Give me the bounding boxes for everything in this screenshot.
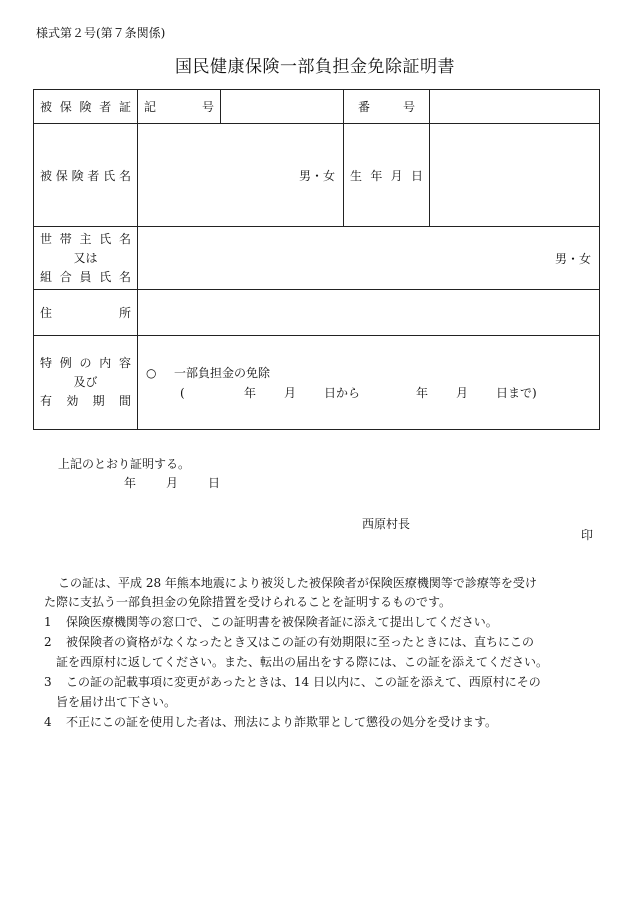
label-char: 有 <box>40 394 53 408</box>
special-case-label-line2: 及び <box>73 375 98 389</box>
row-special-case <box>34 336 600 430</box>
label-char: 月 <box>390 168 403 183</box>
householder-value-cell[interactable] <box>138 227 600 290</box>
label-char: 所 <box>118 306 131 320</box>
until-day-label: 日まで) <box>496 385 537 400</box>
row-address <box>34 290 600 336</box>
householder-label-line1 <box>40 230 131 249</box>
seal-mark: 印 <box>581 528 594 542</box>
note-4-number: 4 <box>44 715 52 729</box>
from-month-label: 月 <box>284 385 297 400</box>
label-char: 被 <box>40 100 53 114</box>
label-char: 名 <box>118 269 131 284</box>
label-char: 保 <box>59 100 72 114</box>
mayor-title: 西原村長 <box>362 517 411 531</box>
until-month-label: 月 <box>456 385 469 400</box>
insured-name-value-cell[interactable] <box>138 124 344 227</box>
label-char: 効 <box>66 394 79 408</box>
householder-label-line2: 又は <box>73 250 98 265</box>
label-char: 保 <box>55 168 68 183</box>
special-case-label-line1 <box>40 354 131 373</box>
note-3-text-line1: この証の記載事項に変更があったときは、14 日以内に、この証を添えて、西原村にその <box>66 675 541 689</box>
symbol-value-cell[interactable] <box>221 90 344 124</box>
householder-label-cell <box>34 227 138 290</box>
symbol-label-cell <box>138 90 221 124</box>
note-2-text-line2: 証を西原村に返してください。また、転出の届出をする際には、この証を添えてください。 <box>56 655 549 669</box>
label-char: 主 <box>79 231 92 246</box>
certificate-form-table <box>33 89 600 430</box>
label-char: 日 <box>410 168 423 183</box>
exemption-content: 一部負担金の免除 <box>174 365 271 380</box>
note-2 <box>44 633 534 652</box>
label-char: 被 <box>40 168 53 183</box>
until-year-label: 年 <box>416 385 429 400</box>
label-char: 記 <box>144 100 157 114</box>
insured-card-label-cell <box>34 90 138 124</box>
label-char: 特 <box>40 356 53 370</box>
label-char: 者 <box>99 100 112 114</box>
note-1-number: 1 <box>44 615 52 629</box>
cert-date-day: 日 <box>208 476 221 490</box>
birthdate-value-cell[interactable] <box>430 124 600 227</box>
row-insured-name <box>34 124 600 227</box>
label-char: 番 <box>358 100 371 114</box>
label-char: 組 <box>40 269 53 284</box>
label-char: 帯 <box>59 231 72 246</box>
document-title: 国民健康保険一部負担金免除証明書 <box>175 57 455 77</box>
householder-gender-options[interactable]: 男・女 <box>554 251 591 266</box>
label-char: 氏 <box>103 168 116 183</box>
note-2-number: 2 <box>44 635 52 649</box>
note-3-text-line2: 旨を届け出て下さい。 <box>56 695 177 709</box>
label-char: 者 <box>87 168 100 183</box>
label-char: 険 <box>71 168 84 183</box>
notes-intro-line2: た際に支払う一部負担金の免除措置を受けられることを証明するものです。 <box>44 595 452 609</box>
note-1 <box>44 613 498 632</box>
notes-intro-line1: この証は、平成 28 年熊本地震により被災した被保険者が保険医療機関等で診療等を受け <box>58 576 537 590</box>
birthdate-label-cell <box>344 124 430 227</box>
period-open-paren: ( <box>180 385 185 400</box>
householder-label-line3 <box>40 268 131 287</box>
label-char: 容 <box>118 356 131 370</box>
insured-gender-options[interactable]: 男・女 <box>298 168 335 183</box>
birthdate-label <box>344 167 429 184</box>
number-value-cell[interactable] <box>430 90 600 124</box>
special-case-value-cell <box>138 336 600 430</box>
from-year-label: 年 <box>244 385 257 400</box>
label-char: 生 <box>350 168 363 183</box>
form-code: 様式第２号(第７条関係) <box>36 26 166 40</box>
insured-name-label-cell <box>34 124 138 227</box>
number-label-cell <box>344 90 430 124</box>
number-label <box>344 98 429 115</box>
special-case-label-line3 <box>40 392 131 411</box>
special-case-label-cell <box>34 336 138 430</box>
cert-date-month: 月 <box>166 476 179 490</box>
label-char: 名 <box>118 168 131 183</box>
insured-card-label <box>34 98 137 115</box>
label-char: 証 <box>118 100 131 114</box>
note-1-text: 保険医療機関等の窓口で、この証明書を被保険者証に添えて提出してください。 <box>66 615 498 629</box>
note-4-text: 不正にこの証を使用した者は、刑法により詐欺罪として懲役の処分を受けます。 <box>66 715 498 729</box>
row-insured-card <box>34 90 600 124</box>
note-4 <box>44 713 497 732</box>
symbol-label <box>138 98 220 115</box>
row-householder <box>34 227 600 290</box>
note-3 <box>44 673 541 692</box>
insured-name-label <box>34 167 137 184</box>
label-char: 間 <box>118 394 131 408</box>
label-char: 内 <box>99 356 112 370</box>
label-char: 住 <box>40 306 53 320</box>
label-char: 世 <box>40 231 53 246</box>
label-char: 年 <box>370 168 383 183</box>
label-char: 合 <box>59 269 72 284</box>
label-char: 険 <box>79 100 92 114</box>
label-char: 期 <box>92 394 105 408</box>
label-char: 員 <box>79 269 92 284</box>
address-label <box>34 304 137 321</box>
label-char: 例 <box>59 356 72 370</box>
label-char: 号 <box>402 100 415 114</box>
address-value-cell[interactable] <box>138 290 600 336</box>
note-2-text-line1: 被保険者の資格がなくなったとき又はこの証の有効期限に至ったときには、直ちにこの <box>66 635 535 649</box>
label-char: 号 <box>201 100 214 114</box>
label-char: の <box>79 356 92 370</box>
cert-date-year: 年 <box>124 476 137 490</box>
certification-statement: 上記のとおり証明する。 <box>58 457 191 471</box>
label-char: 氏 <box>99 269 112 284</box>
exemption-checkbox-circle[interactable]: ○ <box>146 365 157 380</box>
from-day-label: 日から <box>324 385 361 400</box>
label-char: 名 <box>118 231 131 246</box>
certification-date <box>124 474 220 491</box>
address-label-cell <box>34 290 138 336</box>
note-3-number: 3 <box>44 675 52 689</box>
label-char: 氏 <box>99 231 112 246</box>
